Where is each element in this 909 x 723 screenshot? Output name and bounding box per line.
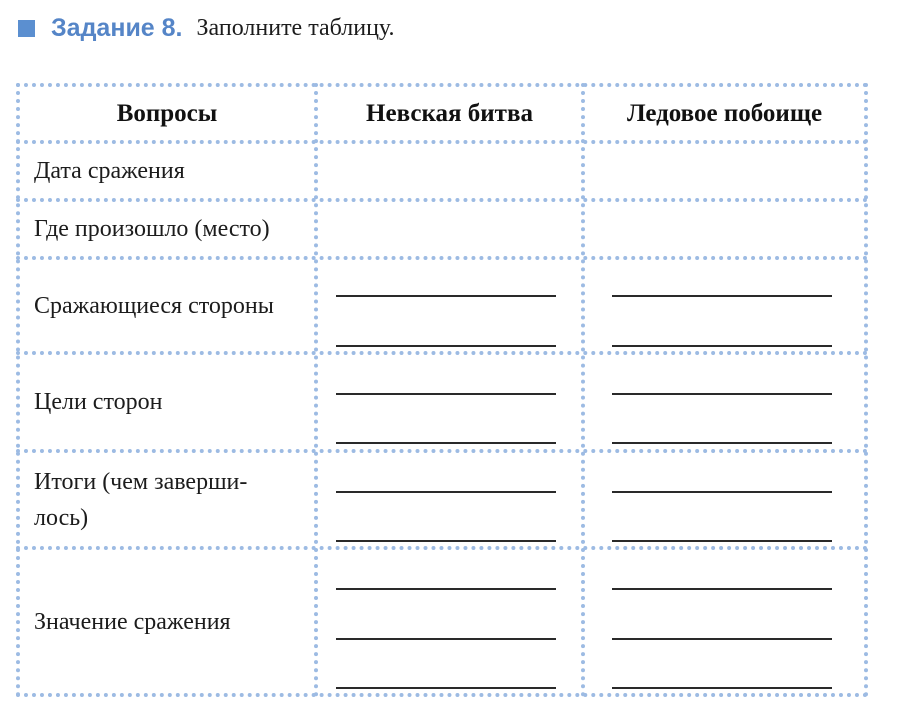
answer-cell[interactable] xyxy=(585,144,864,198)
answer-line[interactable] xyxy=(612,540,832,542)
answer-line[interactable] xyxy=(336,588,556,590)
answer-cell[interactable] xyxy=(318,144,581,198)
header-ice-battle: Ледовое побоище xyxy=(626,99,823,127)
table-border-bottom xyxy=(16,693,868,697)
answer-cell[interactable] xyxy=(318,202,581,256)
answer-line[interactable] xyxy=(336,295,556,297)
question-significance: Значение сражения xyxy=(34,608,231,635)
question-sides: Сражающиеся стороны xyxy=(34,292,274,319)
answer-line[interactable] xyxy=(612,442,832,444)
answer-line[interactable] xyxy=(612,687,832,689)
answer-line[interactable] xyxy=(612,638,832,640)
header-neva-battle: Невская битва xyxy=(366,99,533,127)
answer-line[interactable] xyxy=(612,295,832,297)
task-header xyxy=(18,8,395,48)
answer-line[interactable] xyxy=(336,638,556,640)
header-questions: Вопросы xyxy=(116,99,218,127)
question-date: Дата сражения xyxy=(34,158,185,184)
answer-line[interactable] xyxy=(612,393,832,395)
question-results-line1: Итоги (чем заверши- xyxy=(34,468,248,495)
answer-line[interactable] xyxy=(612,491,832,493)
answer-cell[interactable] xyxy=(585,202,864,256)
task-title: Задание 8. xyxy=(51,13,183,42)
task-instruction: Заполните таблицу. xyxy=(196,14,395,41)
answer-line[interactable] xyxy=(336,442,556,444)
answer-line[interactable] xyxy=(612,588,832,590)
answer-line[interactable] xyxy=(336,687,556,689)
answer-line[interactable] xyxy=(336,345,556,347)
blue-square-icon xyxy=(18,20,35,37)
question-results xyxy=(20,453,314,546)
question-results-line2: лось) xyxy=(34,504,89,531)
table-border-right xyxy=(864,83,868,697)
question-place: Где произошло (место) xyxy=(34,216,270,242)
answer-table xyxy=(16,83,868,697)
question-goals: Цели сторон xyxy=(34,389,163,415)
answer-line[interactable] xyxy=(336,393,556,395)
answer-line[interactable] xyxy=(336,491,556,493)
answer-line[interactable] xyxy=(336,540,556,542)
answer-line[interactable] xyxy=(612,345,832,347)
